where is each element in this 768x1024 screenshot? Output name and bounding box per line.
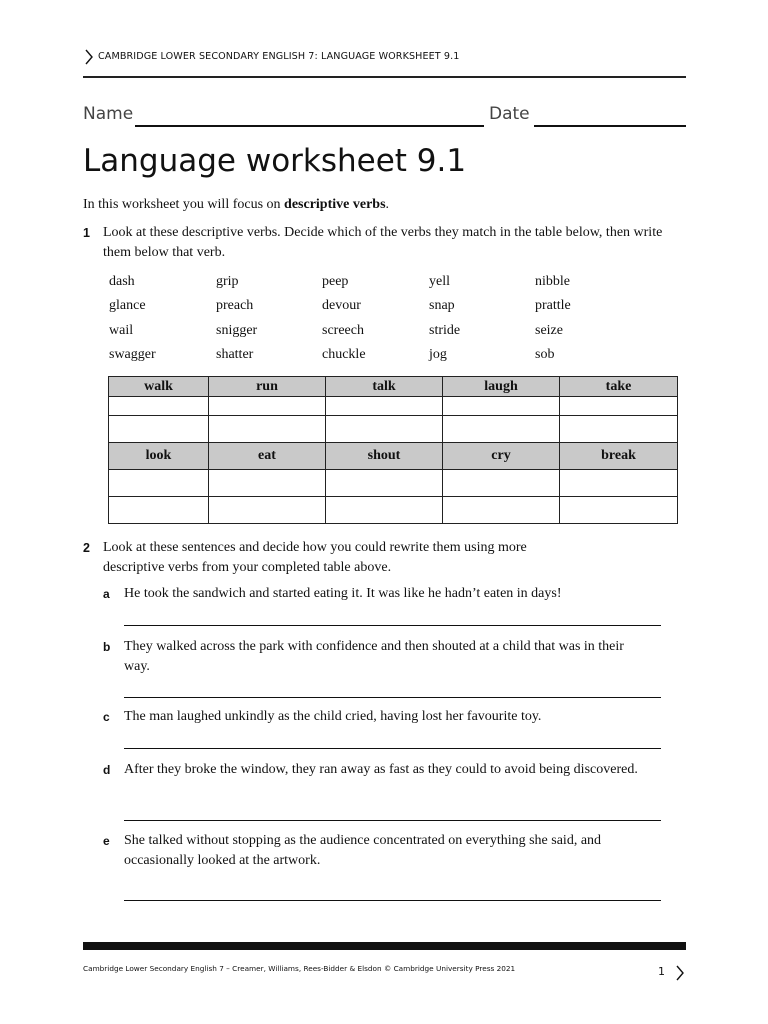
word-item: jog [429,347,447,362]
answer-line-d[interactable] [124,820,661,821]
name-date-row [83,104,686,130]
word-item: sob [535,347,555,362]
table-cell[interactable] [109,416,209,443]
table-cell[interactable] [443,416,560,443]
sentence-letter: e [103,834,110,848]
question-text: Look at these descriptive verbs. Decide which of the verbs they match in the table below, then write them below that verb. [103,225,663,260]
table-header-cell: talk [326,377,443,397]
table-cell[interactable] [109,470,209,497]
table-cell[interactable] [209,470,326,497]
date-label: Date [489,104,530,124]
intro-before: In this worksheet you will focus on [83,197,285,212]
question-text: Look at these sentences and decide how you could rewrite them using more descriptive verbs from your completed table above. [103,540,527,575]
word-item: stride [429,323,461,338]
running-header [83,48,686,78]
word-item: snigger [216,323,258,338]
header-text: CAMBRIDGE LOWER SECONDARY ENGLISH 7: LANGUAGE WORKSHEET 9.1 [98,51,460,62]
table-header-cell: walk [109,377,209,397]
footer-bar [83,942,686,950]
chevron-right-icon [83,48,95,66]
word-item: shatter [216,347,254,362]
answer-line-b[interactable] [124,697,661,698]
table-header-cell: run [209,377,326,397]
chevron-right-icon [674,964,686,982]
table-cell[interactable] [209,397,326,416]
sentence-text: He took the sandwich and started eating it. It was like he hadn’t eaten in days! [124,586,562,601]
table-header-row [109,377,678,397]
table-row [109,397,678,416]
table-cell[interactable] [326,497,443,524]
sentence-text: They walked across the park with confidence and then shouted at a child that was in their way. [124,639,624,674]
table-header-cell: laugh [443,377,560,397]
table-row [109,416,678,443]
table-cell[interactable] [560,397,678,416]
table-cell[interactable] [560,497,678,524]
answer-line-c[interactable] [124,748,661,749]
sentence-letter: b [103,640,111,654]
footer-credit: Cambridge Lower Secondary English 7 – Creamer, Williams, Rees-Bidder & Elsdon © Cambridge University Press 2021 [83,964,516,973]
word-item: glance [109,298,146,313]
word-item: nibble [535,274,570,289]
name-field[interactable] [135,125,484,127]
question-number: 2 [83,541,90,555]
table-row [109,470,678,497]
table-cell[interactable] [326,416,443,443]
name-label: Name [83,104,134,124]
sentence-text: The man laughed unkindly as the child cried, having lost her favourite toy. [124,709,542,724]
sentence-text: She talked without stopping as the audience concentrated on everything she said, and occasionally looked at the artwork. [124,833,602,868]
word-item: grip [216,274,239,289]
word-item: seize [535,323,563,338]
sentence-text: After they broke the window, they ran away as fast as they could to avoid being discovered. [124,762,638,777]
table-header-cell: cry [443,443,560,470]
table-cell[interactable] [109,497,209,524]
page-number: 1 [658,965,665,978]
word-item: dash [109,274,135,289]
word-item: wail [109,323,134,338]
intro-bold: descriptive verbs [284,197,386,212]
answer-line-a[interactable] [124,625,661,626]
word-item: screech [322,323,364,338]
word-item: snap [429,298,455,313]
sentence-letter: d [103,763,111,777]
word-item: chuckle [322,347,366,362]
table-cell[interactable] [209,416,326,443]
table-cell[interactable] [443,397,560,416]
sentence-letter: a [103,587,110,601]
table-cell[interactable] [326,470,443,497]
word-item: devour [322,298,361,313]
answer-line-e[interactable] [124,900,661,901]
word-item: peep [322,274,349,289]
word-item: prattle [535,298,571,313]
table-cell[interactable] [560,416,678,443]
table-header-cell: look [109,443,209,470]
page-title: Language worksheet 9.1 [83,143,467,179]
table-cell[interactable] [109,397,209,416]
table-header-cell: take [560,377,678,397]
table-header-cell: eat [209,443,326,470]
intro-text [83,197,389,213]
word-item: yell [429,274,450,289]
table-header-row [109,443,678,470]
verb-table [108,376,678,524]
word-item: swagger [109,347,156,362]
table-cell[interactable] [326,397,443,416]
table-row [109,497,678,524]
table-cell[interactable] [443,497,560,524]
word-item: preach [216,298,254,313]
intro-after: . [385,197,390,212]
table-header-cell: break [560,443,678,470]
table-cell[interactable] [443,470,560,497]
table-cell[interactable] [209,497,326,524]
table-cell[interactable] [560,470,678,497]
sentence-letter: c [103,710,110,724]
table-header-cell: shout [326,443,443,470]
question-number: 1 [83,226,90,240]
date-field[interactable] [534,125,686,127]
